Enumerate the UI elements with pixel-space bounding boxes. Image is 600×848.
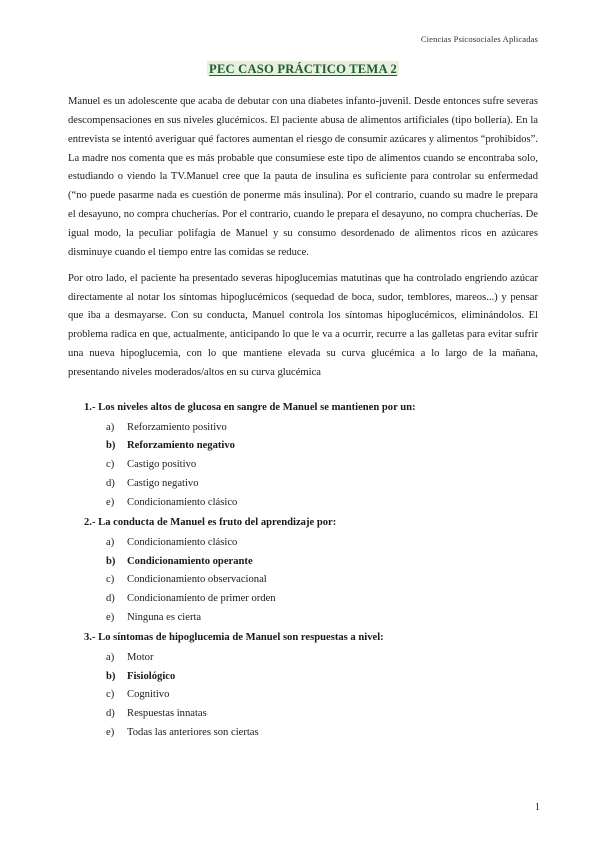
- option-1a[interactable]: [106, 419, 538, 438]
- options-list-1: [68, 419, 538, 513]
- option-2e[interactable]: [106, 609, 538, 628]
- option-marker: a): [106, 536, 115, 548]
- option-1c[interactable]: [106, 456, 538, 475]
- option-marker: a): [106, 421, 115, 433]
- question-block-3: [68, 629, 538, 743]
- question-stem-2: 2.- La conducta de Manuel es fruto del aprendizaje por:: [84, 516, 337, 528]
- option-1e[interactable]: [106, 494, 538, 513]
- option-2b[interactable]: [106, 553, 538, 572]
- option-3c[interactable]: [106, 686, 538, 705]
- option-label: Fisiológico: [127, 670, 176, 682]
- option-3b[interactable]: [106, 668, 538, 687]
- option-marker: b): [106, 440, 116, 452]
- option-label: Condicionamiento de primer orden: [127, 593, 276, 605]
- option-3d[interactable]: [106, 705, 538, 724]
- running-head: Ciencias Psicosociales Aplicadas: [420, 34, 538, 44]
- option-label: Condicionamiento clásico: [127, 496, 238, 508]
- option-marker: b): [106, 670, 116, 682]
- option-marker: d): [106, 593, 115, 605]
- option-marker: d): [106, 478, 115, 490]
- question-stem-1: 1.- Los niveles altos de glucosa en sangre de Manuel se mantienen por un:: [84, 401, 416, 413]
- option-label: Condicionamiento clásico: [127, 536, 238, 548]
- option-marker: e): [106, 612, 115, 624]
- options-list-3: [68, 649, 538, 743]
- page-title-text: PEC CASO PRÁCTICO TEMA 2: [209, 62, 397, 76]
- option-3e[interactable]: [106, 724, 538, 743]
- option-label: Respuestas innatas: [127, 708, 207, 720]
- questions-list: [68, 399, 538, 743]
- option-label: Reforzamiento positivo: [127, 421, 227, 433]
- option-label: Castigo negativo: [127, 478, 199, 490]
- option-marker: e): [106, 727, 115, 739]
- option-label: Todas las anteriores son ciertas: [127, 727, 259, 739]
- document-body: [68, 62, 538, 744]
- option-label: Condicionamiento observacional: [127, 574, 267, 586]
- case-paragraph-1: Manuel es un adolescente que acaba de debutar con una diabetes infanto-juvenil. Desde entonces sufre severas descompensaciones en sus niveles glucémicos. El paciente abusa de alimentos artificiales (tipo bollería). En la entrevista se intentó averiguar qué factores aumentan el riesgo de consumir azúcares y alimentos “prohibidos”. La madre nos comenta que es más probable que consumiese este tipo de alimentos cuando se encontraba solo, estudiando o viendo la TV.Manuel cree que la pauta de insulina es suficiente para controlar su enfermedad (“no puede pasarme nada es cuestión de ponerme más insulina). Por el contrario, cuando su madre le prepara el desayuno, no compra chucherías. Por el contrario, cuando le prepara el desayuno, no compra chucherías. De igual modo, la peculiar polifagia de Manuel y su consumo desordenado de alimentos ricos en azúcares disminuye cuando el tiempo entre las comidas se reduce.: [68, 96, 538, 258]
- option-label: Motor: [127, 651, 154, 663]
- option-marker: a): [106, 651, 115, 663]
- option-2d[interactable]: [106, 590, 538, 609]
- question-stem-3: 3.- Lo síntomas de hipoglucemia de Manuel son respuestas a nivel:: [84, 631, 384, 643]
- option-1d[interactable]: [106, 475, 538, 494]
- case-paragraph-2: Por otro lado, el paciente ha presentado severas hipoglucemias matutinas que ha controlado engriendo azúcar directamente al notar los síntomas hipoglucémicos (sequedad de boca, sudor, temblores, mareos...) y pensar que iba a desmayarse. Con su conducta, Manuel controla los síntomas hipoglucémicos, eliminándolos. El problema radica en que, actualmente, anticipando lo que le va a ocurrir, recurre a las galletas para evitar sufrir una nueva hipoglucemia, con lo que mantiene elevada su curva glucémica a lo largo de la mañana, presentando niveles moderados/altos en su curva glucémica: [68, 272, 538, 378]
- option-marker: c): [106, 459, 115, 471]
- option-marker: b): [106, 555, 116, 567]
- option-marker: e): [106, 496, 115, 508]
- option-2a[interactable]: [106, 534, 538, 553]
- option-3a[interactable]: [106, 649, 538, 668]
- option-2c[interactable]: [106, 571, 538, 590]
- option-label: Cognitivo: [127, 689, 170, 701]
- question-block-1: [68, 399, 538, 513]
- option-marker: c): [106, 574, 115, 586]
- option-label: Reforzamiento negativo: [127, 440, 235, 452]
- option-label: Castigo positivo: [127, 459, 197, 471]
- page-title: [68, 62, 538, 77]
- question-block-2: [68, 514, 538, 628]
- option-marker: c): [106, 689, 115, 701]
- options-list-2: [68, 534, 538, 628]
- option-marker: d): [106, 708, 115, 720]
- page-number: 1: [534, 802, 540, 813]
- option-1b[interactable]: [106, 437, 538, 456]
- option-label: Condicionamiento operante: [127, 555, 253, 567]
- option-label: Ninguna es cierta: [127, 612, 202, 624]
